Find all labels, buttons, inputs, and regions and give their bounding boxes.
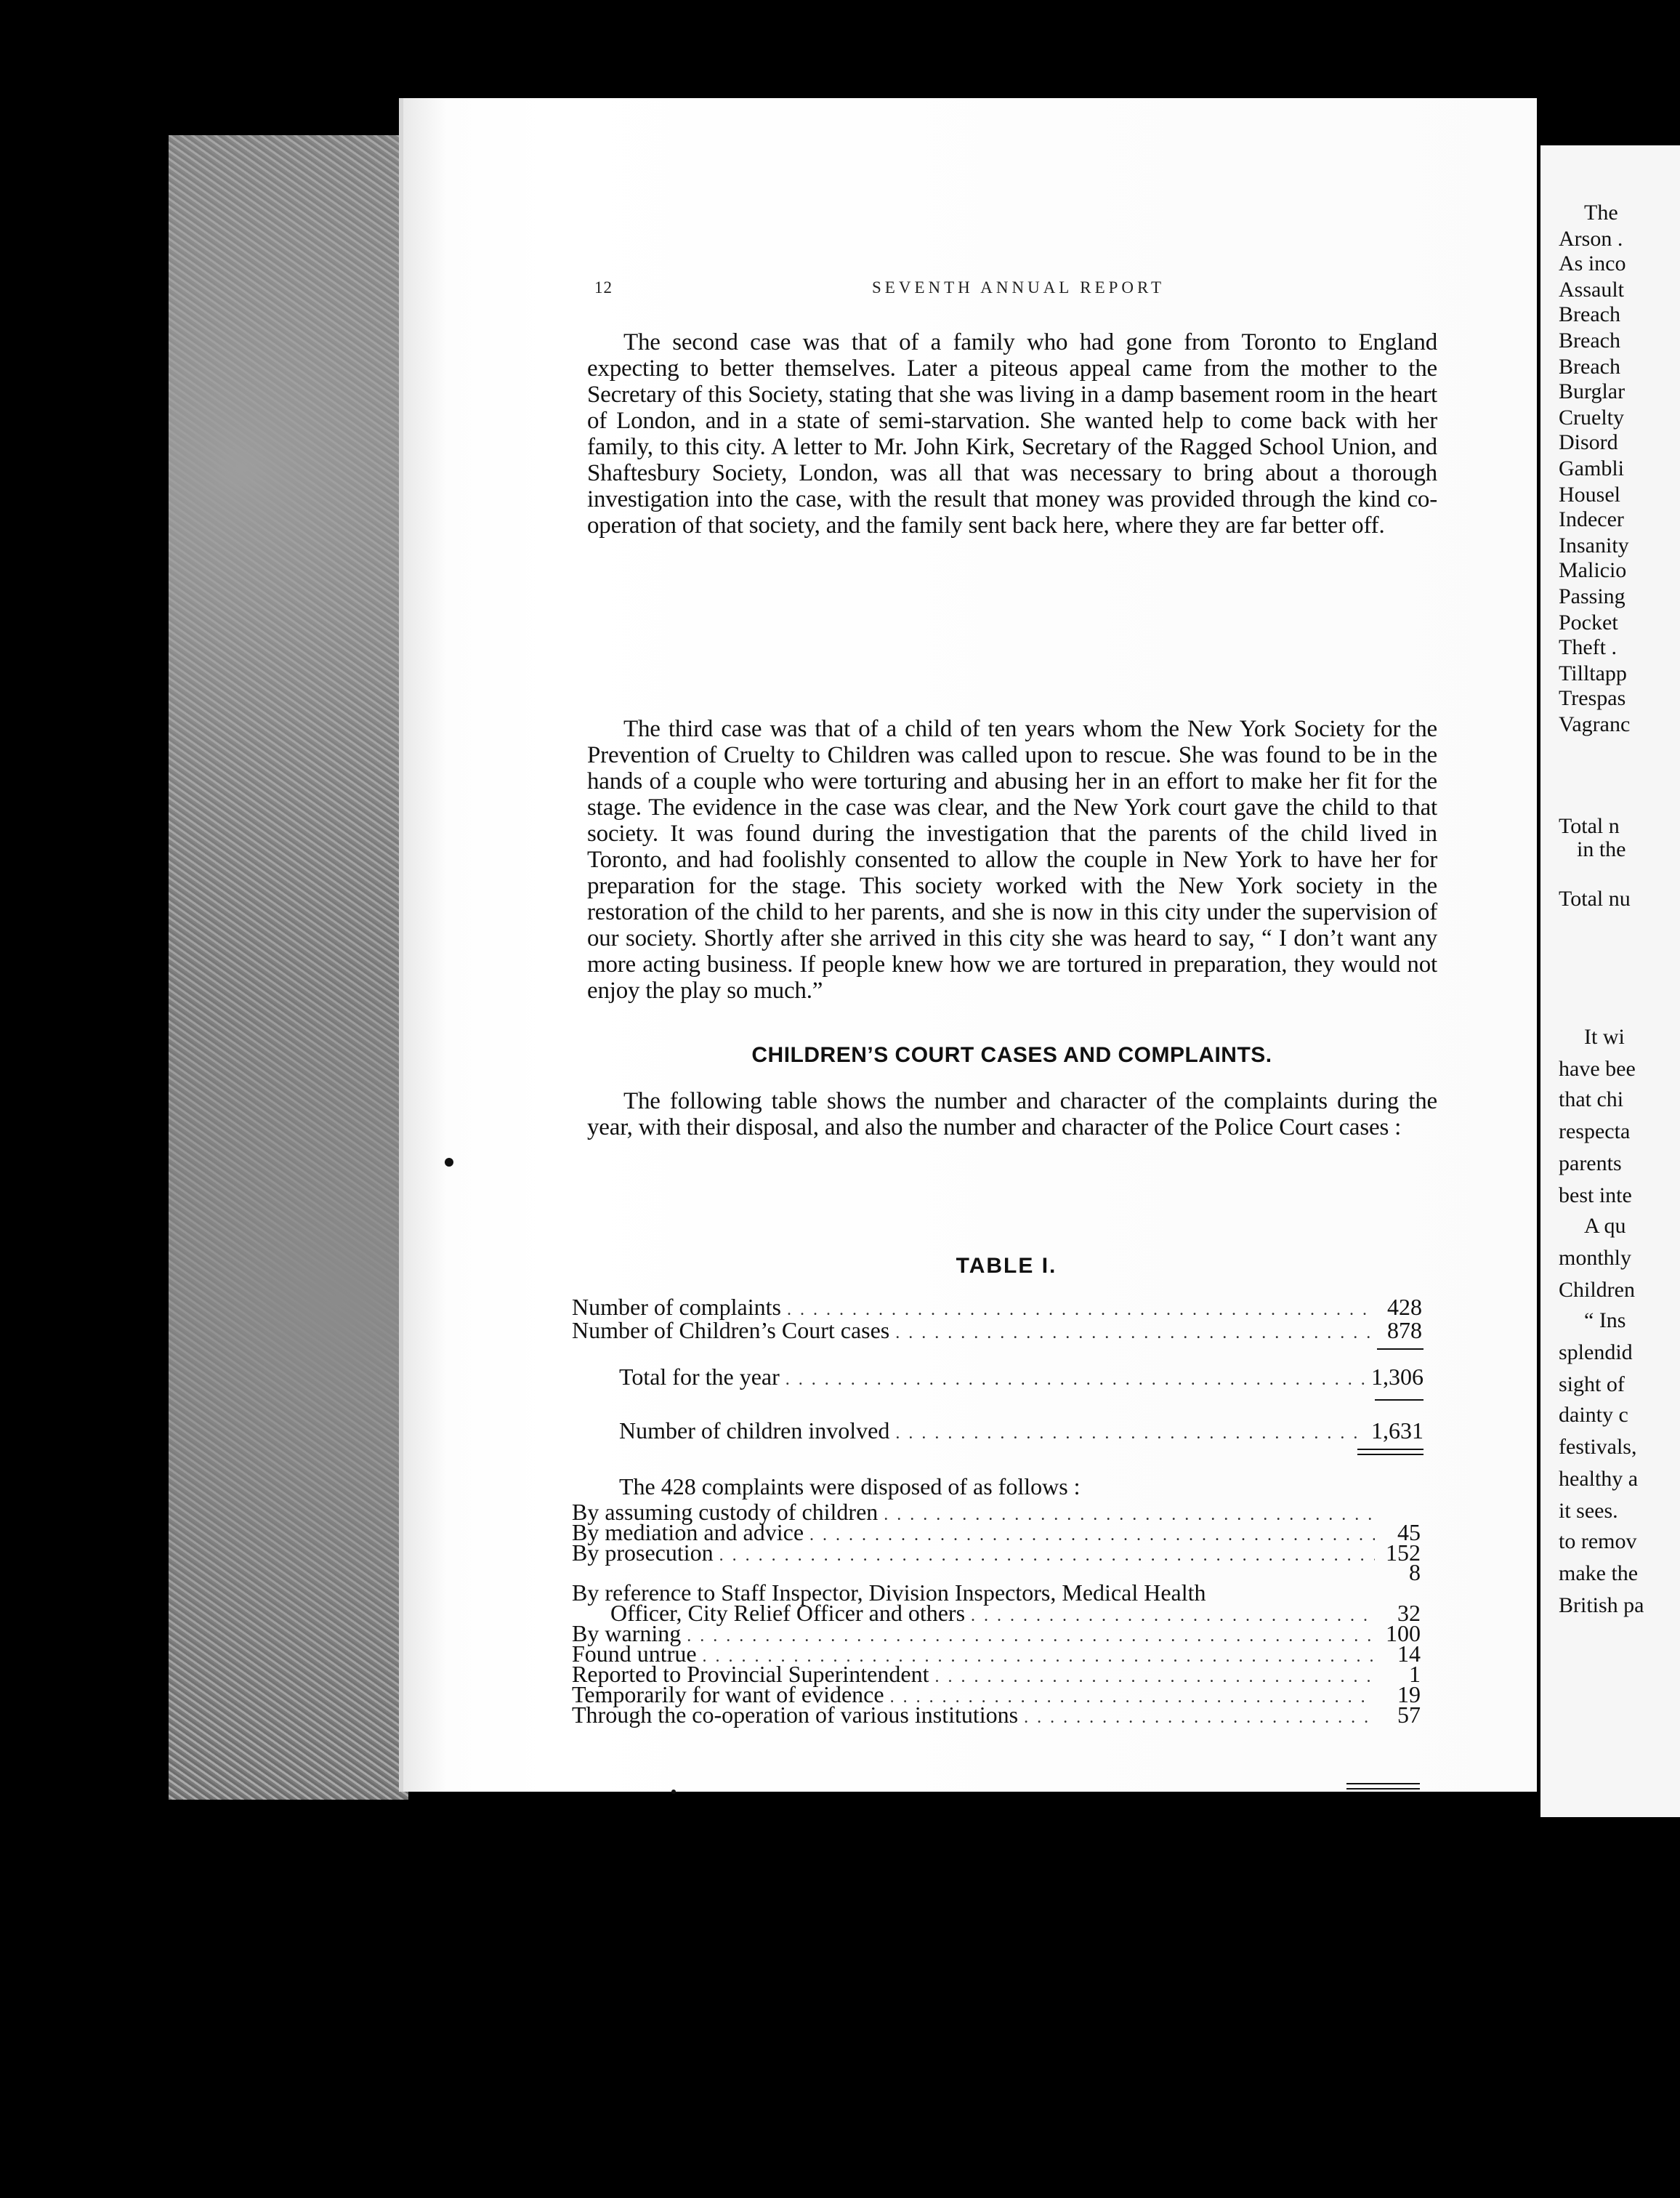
facing-page-line: monthly xyxy=(1559,1246,1632,1270)
facing-page-line: Pocket xyxy=(1559,611,1618,635)
summary-row-complaints xyxy=(572,1296,1422,1318)
facing-page-line: Total n xyxy=(1559,814,1620,838)
leader-dots xyxy=(1024,1707,1375,1728)
facing-page-line: It wi xyxy=(1584,1025,1625,1049)
ink-speck xyxy=(671,1790,676,1794)
facing-page-line: make the xyxy=(1559,1561,1639,1585)
row-value: 428 xyxy=(1387,1294,1422,1320)
facing-page-line: best inte xyxy=(1559,1183,1632,1207)
row-value: 1,306 xyxy=(1371,1364,1423,1390)
paragraph-text: The second case was that of a family who had gone from Toronto to England expecting to better themselves. Later a piteous appeal came from the mother to the Secretary of this Society, stating that she was living in a damp basement room in the heart of London, and in a state of semi-starvation. She wanted help to come back with her family, to this city. A letter to Mr. John Kirk, Secretary of the Ragged School Union, and Shaftesbury Society, London, was all that was necessary to bring about a thorough investigation into the case, with the result that money was provided through the kind co-operation of that society, and the family sent back here, where they are far better off. xyxy=(587,329,1437,539)
facing-page-line: Tilltapp xyxy=(1559,661,1627,685)
facing-page-line: Indecer xyxy=(1559,507,1624,531)
facing-page-line: that chi xyxy=(1559,1087,1624,1111)
facing-page-line: Insanity xyxy=(1559,534,1629,557)
row-value: 14 xyxy=(1397,1641,1421,1667)
facing-page-line: British pa xyxy=(1559,1593,1644,1617)
facing-page-line: Trespas xyxy=(1559,686,1626,710)
page xyxy=(403,98,1537,1792)
row-label: By assuming custody of children xyxy=(572,1499,879,1525)
facing-page-line: Arson . xyxy=(1559,227,1623,251)
facing-page-line: Theft . xyxy=(1559,635,1617,659)
facing-page-line: Breach xyxy=(1559,355,1620,379)
facing-page-line: parents xyxy=(1559,1151,1622,1175)
row-value: 152 xyxy=(1386,1539,1421,1566)
row-label: By prosecution xyxy=(572,1539,714,1566)
running-title: SEVENTH ANNUAL REPORT xyxy=(872,278,1166,297)
facing-page-line: dainty c xyxy=(1559,1403,1628,1427)
facing-page-line: Vagranc xyxy=(1559,712,1631,736)
facing-page-line: Malicio xyxy=(1559,558,1627,582)
row-label: Reported to Provincial Superintendent xyxy=(572,1661,929,1687)
facing-page-line: in the xyxy=(1577,837,1626,861)
disposal-row xyxy=(572,1539,1421,1566)
row-value: 8 xyxy=(1409,1559,1421,1585)
row-label: Temporarily for want of evidence xyxy=(572,1681,884,1707)
facing-page-line: Gambli xyxy=(1559,456,1624,480)
sum-rule xyxy=(1377,1348,1423,1350)
paragraph-third-case xyxy=(587,716,1437,1004)
page-number: 12 xyxy=(594,278,613,297)
facing-page-line: “ Ins xyxy=(1584,1308,1626,1332)
facing-page-line: Breach xyxy=(1559,329,1620,353)
facing-page-line: have bee xyxy=(1559,1057,1636,1081)
ink-speck xyxy=(445,1158,453,1167)
summary-row-cases xyxy=(572,1319,1422,1341)
row-value: 1 xyxy=(1409,1661,1421,1687)
row-value: 32 xyxy=(1397,1600,1421,1626)
leader-dots xyxy=(895,1422,1365,1444)
table-intro xyxy=(587,1088,1437,1140)
row-label: Through the co-operation of various institutions xyxy=(572,1702,1019,1728)
leader-dots xyxy=(786,1369,1365,1390)
summary-row-total xyxy=(619,1366,1423,1388)
table-title: TABLE I. xyxy=(956,1254,1057,1278)
row-value: 19 xyxy=(1397,1681,1421,1707)
row-value: 1,631 xyxy=(1371,1417,1423,1444)
double-rule-bottom xyxy=(1357,1454,1423,1455)
facing-page-line: respecta xyxy=(1559,1119,1631,1143)
double-rule-bottom xyxy=(1346,1788,1420,1790)
section-heading: CHILDREN’S COURT CASES AND COMPLAINTS. xyxy=(751,1043,1272,1067)
facing-page-line: Cruelty xyxy=(1559,406,1624,430)
paragraph-second-case xyxy=(587,329,1437,539)
intro-text: The following table shows the number and character of the complaints during the year, with their disposal, and also the number and character of the Police Court cases : xyxy=(587,1088,1437,1140)
facing-page-line: A qu xyxy=(1584,1214,1626,1238)
disposal-row xyxy=(610,1602,1421,1624)
facing-page-line: As inco xyxy=(1559,251,1626,275)
facing-page-line: Total nu xyxy=(1559,887,1631,911)
disposal-row xyxy=(572,1704,1421,1726)
facing-page-fragment xyxy=(1540,145,1680,1817)
row-label: Number of Children’s Court cases xyxy=(572,1317,890,1343)
facing-page-line: Burglar xyxy=(1559,379,1626,403)
row-value: 100 xyxy=(1386,1620,1421,1646)
row-value: 57 xyxy=(1397,1702,1421,1728)
double-rule-top xyxy=(1346,1783,1420,1784)
leader-dots xyxy=(895,1322,1376,1344)
facing-page-line: it sees. xyxy=(1559,1499,1618,1523)
row-label: By reference to Staff Inspector, Division Inspectors, Medical Health xyxy=(572,1579,1206,1606)
facing-page-line: festivals, xyxy=(1559,1435,1637,1459)
paragraph-text: The third case was that of a child of ten years whom the New York Society for the Prevention of Cruelty to Children was called upon to rescue. She was found to be in the hands of a couple who were torturing and abusing her in an effort to make her fit for the stage. The evidence in the case was clear, and the New York court gave the child to that society. It was found during the investigation that the parents of the child lived in Toronto, and had foolishly consented to allow the couple in New York to have her for preparation for the stage. This society worked with the New York society in the restoration of the child to her parents, and she is now in this city under the supervision of our society. Shortly after she arrived in this city she was heard to say, “ I don’t want any more acting business. If people knew how we are tortured in preparation, they would not enjoy the play so much.” xyxy=(587,716,1437,1004)
row-label: Officer, City Relief Officer and others xyxy=(610,1600,966,1626)
row-label: By mediation and advice xyxy=(572,1519,804,1545)
row-label: Found untrue xyxy=(572,1641,697,1667)
facing-page-line: Children xyxy=(1559,1278,1635,1302)
facing-page-line: sight of xyxy=(1559,1372,1625,1396)
facing-page-line: Disord xyxy=(1559,430,1618,454)
facing-page-line: Assault xyxy=(1559,278,1624,302)
row-label: Number of complaints xyxy=(572,1294,781,1320)
disposal-row xyxy=(572,1622,1421,1644)
facing-page-line: to remov xyxy=(1559,1529,1637,1553)
book-cover-edge xyxy=(169,135,408,1800)
running-header xyxy=(403,278,1537,300)
row-label: Number of children involved xyxy=(619,1417,890,1444)
row-value: 45 xyxy=(1397,1519,1421,1545)
sum-rule xyxy=(1375,1399,1423,1401)
row-label: Total for the year xyxy=(619,1364,780,1390)
facing-page-line: Breach xyxy=(1559,302,1620,326)
facing-page-line: The xyxy=(1584,201,1618,225)
disposal-intro-text: The 428 complaints were disposed of as follows : xyxy=(619,1473,1081,1499)
disposal-intro xyxy=(619,1473,1418,1499)
facing-page-line: splendid xyxy=(1559,1340,1633,1364)
facing-page-line: healthy a xyxy=(1559,1467,1639,1491)
row-label: By warning xyxy=(572,1620,682,1646)
summary-row-children xyxy=(619,1417,1423,1444)
row-value: 878 xyxy=(1387,1317,1422,1343)
double-rule-top xyxy=(1357,1449,1423,1450)
facing-page-line: Passing xyxy=(1559,584,1626,608)
facing-page-line: Housel xyxy=(1559,483,1620,507)
